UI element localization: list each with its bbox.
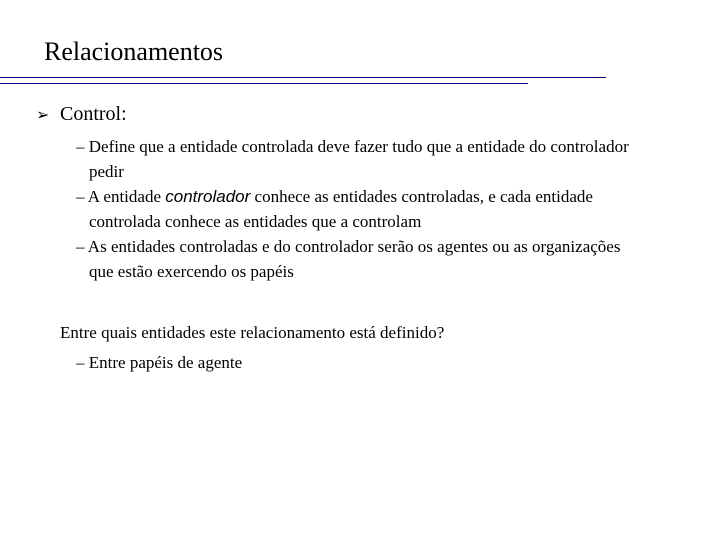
bullet-label: Control: (60, 103, 127, 125)
sub-bullet-text: – A entidade (76, 187, 166, 206)
sub-bullet-item: – As entidades controladas e do controlador serão os agentes ou as organizações que estão exercendo os papéis (76, 237, 621, 281)
sub-bullet-list (76, 134, 636, 284)
bullet-control (36, 100, 127, 129)
slide-title: Relacionamentos (44, 37, 224, 66)
arrow-bullet-icon: ➢ (36, 105, 50, 124)
sub-bullet-item: – Define que a entidade controlada deve fazer tudo que a entidade do controlador pedir (76, 137, 629, 181)
sub-bullet-text: conhece as entidades controladas, e cada entidade controlada conhece as entidades que a controlam (89, 187, 593, 231)
sub-bullet-item (76, 184, 636, 234)
title-rule-bottom (0, 83, 528, 84)
title-rule-top (0, 77, 606, 78)
emphasized-term: controlador (165, 187, 251, 206)
answer-text: – Entre papéis de agente (76, 353, 243, 372)
question-text: Entre quais entidades este relacionamento está definido? (60, 323, 445, 342)
